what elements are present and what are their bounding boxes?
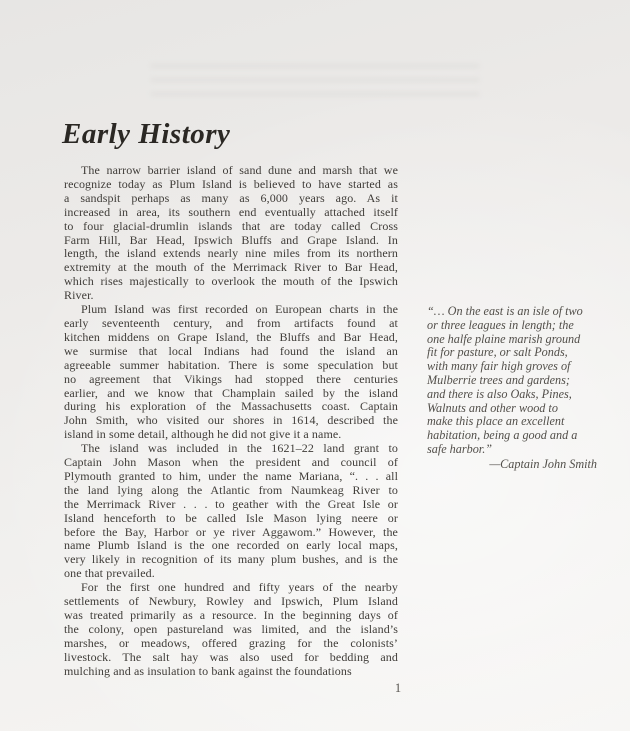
quote-text-line: make this place an excellent [427,414,565,429]
chapter-title: Early History [62,118,231,150]
quote-text-line: with many fair high groves of [427,359,571,374]
quote-text-line: “… On the east is an isle of two [427,304,583,318]
body-text-line: early seventeenth century, and from artifacts found at [64,315,398,330]
quote-text-line: fit for pasture, or salt Ponds, [427,345,568,360]
body-text-line: the land lying along the Atlantic from Naumkeag River to [64,482,398,497]
body-text-line: recognize today as Plum Island is believed to have started as [64,176,398,191]
quote-text-line: or three leagues in length; the [427,317,574,332]
quote-text-line: Walnuts and other wood to [427,400,558,415]
body-text-line: Plum Island was first recorded on European charts in the [81,302,398,317]
body-text-line: during his exploration of the Massachusetts coast. Captain [64,399,398,414]
body-text-line: which rises majestically to overlook the mouth of the Ipswich [64,274,398,289]
body-text-line: extremity at the mouth of the Merrimack River to Bar Head, [64,260,398,275]
body-text-line: before the Bay, Harbor or ye river Aggawom.” However, the [64,524,398,539]
quote-lines [427,305,597,457]
quote-text-line: and there is also Oaks, Pines, [427,386,572,401]
body-text-line: very likely in recognition of its many plum bushes, and is the [64,552,398,567]
body-text-line: Captain John Mason when the president and council of [64,455,398,470]
body-text-line: Island henceforth to be called Isle Mason lying neere or [64,510,398,525]
ghost-text-line [150,63,480,69]
quote-text-line: safe harbor.” [427,441,493,456]
body-text-line: length, the island extends nearly nine miles from its northern [64,246,398,261]
page-showthrough [150,55,480,115]
quote-text-line: one halfe plaine marish ground [427,331,581,346]
body-text-line: The island was included in the 1621–22 land grant to [81,441,398,456]
body-text-line: increased in area, its southern end eventually attached itself [64,204,398,219]
ghost-text-line [150,77,480,83]
body-text-line: to four glacial-drumlin islands that are today called Cross [64,218,398,233]
body-text-line: the Merrimack River . . . to geather with the Great Isle or [64,496,398,511]
quote-text-line: habitation, being a good and a [427,428,578,443]
body-text-line: For the first one hundred and fifty years of the nearby [81,580,398,595]
body-text-line: The narrow barrier island of sand dune and marsh that we [81,163,398,177]
body-text-line: no agreement that Vikings had stopped there centuries [64,371,398,386]
ghost-text-line [150,91,480,97]
body-text-line: River. [64,288,94,303]
page-number: 1 [394,681,402,695]
body-text-line: Farm Hill, Bar Head, Ipswich Bluffs and Grape Island. In [64,232,398,247]
body-text-line: was treated primarily as a resource. In the beginning days of [64,608,398,622]
body-text-line: mulching and as insulation to bank against the foundations [64,663,352,678]
body-column [64,164,398,679]
quote-attribution: —Captain John Smith [489,456,597,471]
pull-quote [427,305,597,472]
body-text-line: livestock. The salt hay was also used for bedding and [64,649,398,664]
body-text-line: one that prevailed. [64,566,155,581]
body-text-line: John Smith, who visited our shores in 1614, described the [64,413,398,428]
body-text-line: earlier, and we know that Champlain sailed by the island [64,385,398,400]
body-text-line: the colony, open pastureland was limited, and the island’s [64,621,398,636]
body-text-line: settlements of Newbury, Rowley and Ipswich, Plum Island [64,594,398,609]
body-text-line: agreeable summer habitation. There is some speculation but [64,357,398,372]
body-text-line: island in some detail, although he did not give it a name. [64,427,342,442]
body-text-line: Plymouth granted to him, under the name Mariana, “. . . all [64,468,398,483]
body-text-line: we surmise that local Indians had found the island an [64,343,398,358]
body-text-line: kitchen middens on Grape Island, the Bluffs and Bar Head, [64,329,398,344]
body-text-line: a sandspit perhaps as many as 6,000 years ago. As it [64,190,398,205]
body-text-line: marshes, or meadows, offered grazing for the colonists’ [64,635,398,650]
quote-text-line: Mulberrie trees and gardens; [427,372,570,387]
body-text-line: name Plumb Island is the one recorded on early local maps, [64,538,398,553]
